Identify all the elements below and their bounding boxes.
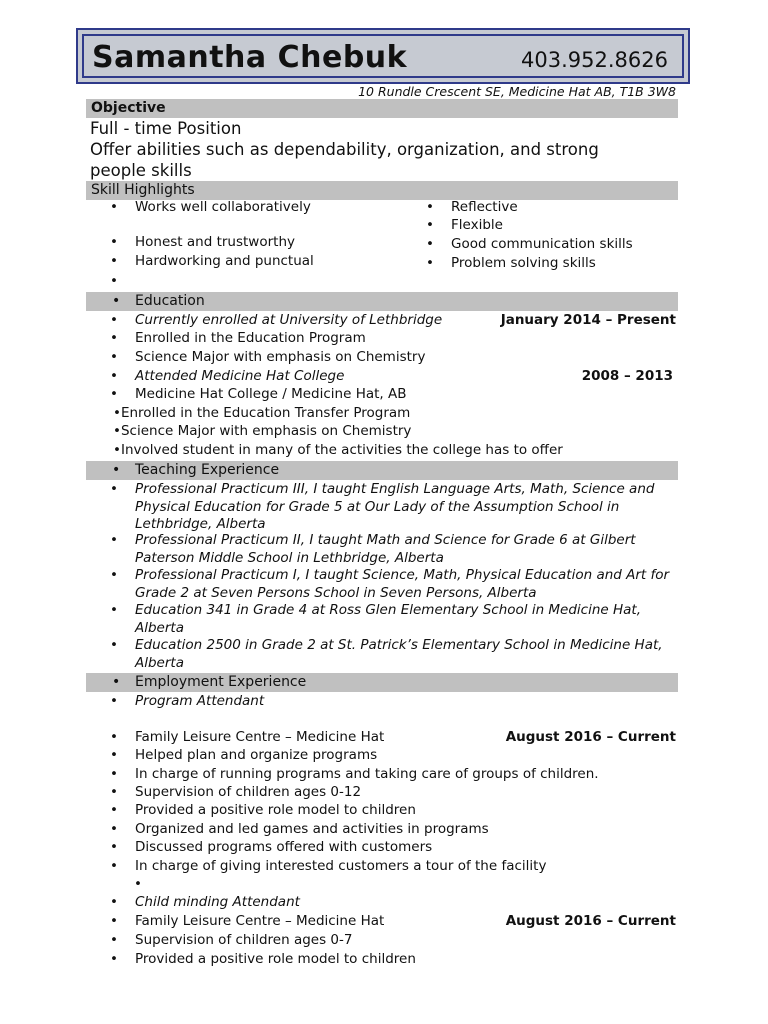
- education-dates: January 2014 – Present: [500, 312, 676, 328]
- address: 10 Rundle Crescent SE, Medicine Hat AB, T1B 3W8: [358, 84, 676, 99]
- objective-line-2: Offer abilities such as dependability, organization, and strong people skills: [90, 140, 599, 180]
- header-inner-border: [82, 34, 684, 78]
- section-heading-employment: Employment Experience: [135, 674, 307, 690]
- section-heading-skills: Skill Highlights: [91, 182, 195, 198]
- objective-line-1: Full - time Position: [90, 119, 242, 138]
- section-bar-employment: • Employment Experience: [86, 673, 678, 692]
- header-box: [76, 28, 690, 84]
- education-dates: 2008 – 2013: [581, 368, 673, 384]
- job-dates: August 2016 – Current: [505, 729, 676, 745]
- education-subitem: •Involved student in many of the activities the college has to offer: [113, 442, 563, 458]
- phone-number: 403.952.8626: [521, 48, 668, 72]
- candidate-name: Samantha Chebuk: [92, 40, 408, 75]
- section-heading-teaching: Teaching Experience: [135, 462, 280, 478]
- education-subitem: •Science Major with emphasis on Chemistry: [113, 423, 412, 439]
- job-dates: August 2016 – Current: [505, 913, 676, 929]
- section-bar-teaching: • Teaching Experience: [86, 461, 678, 480]
- section-bar-objective: [86, 99, 678, 118]
- section-bar-skills: [86, 181, 678, 200]
- section-heading-objective: Objective: [91, 100, 166, 116]
- section-heading-education: Education: [135, 293, 205, 309]
- education-subitem: •Enrolled in the Education Transfer Program: [113, 405, 411, 421]
- section-bar-education: • Education: [86, 292, 678, 311]
